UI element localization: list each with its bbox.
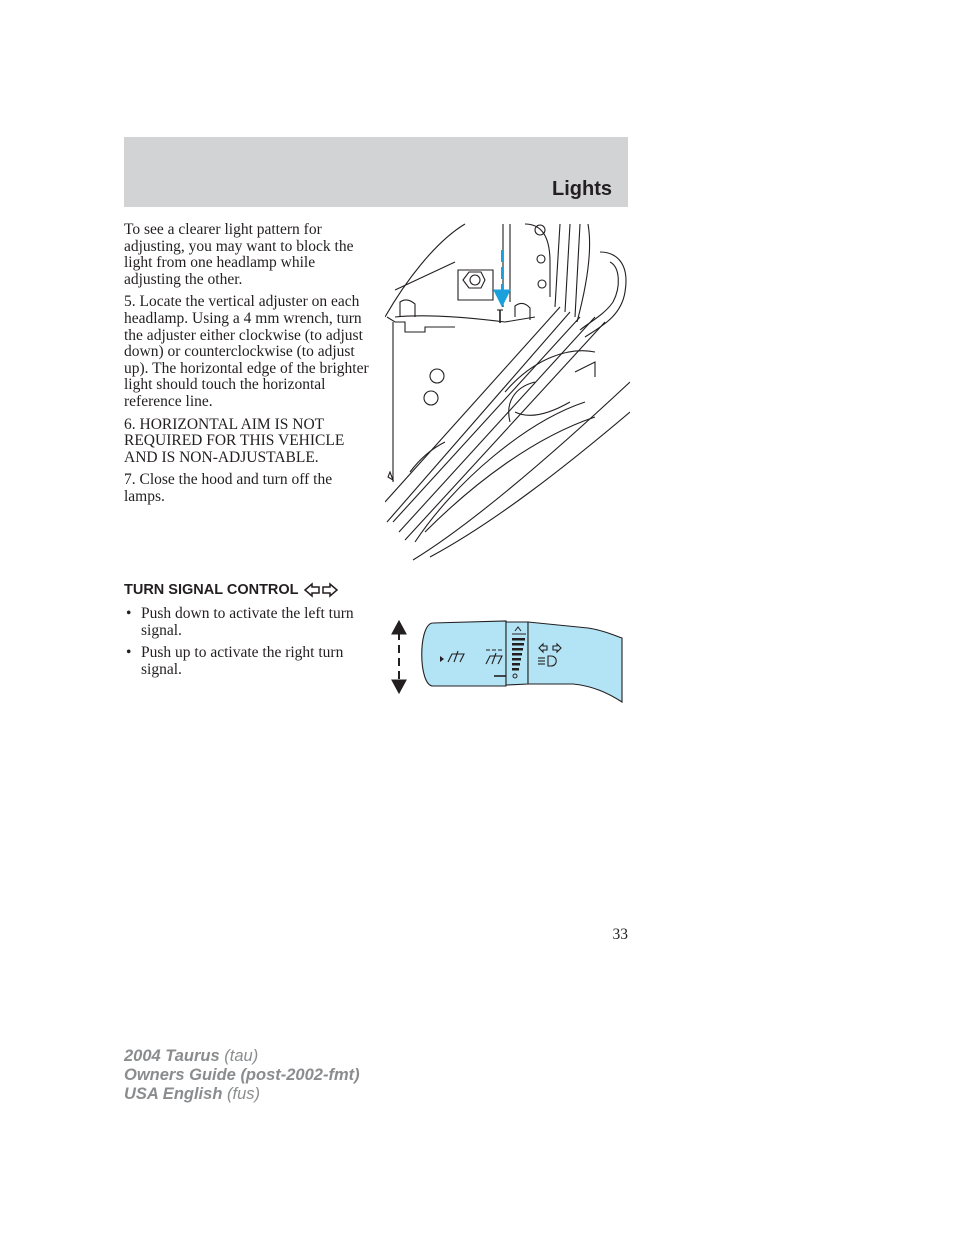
page-number: 33 [612,926,628,943]
footer-line-model [124,1047,360,1066]
footer-line-guide [124,1066,360,1085]
paragraph-step-6: 6. HORIZONTAL AIM IS NOT REQUIRED FOR THIS VEHICLE AND IS NON-ADJUSTABLE. [124,415,345,466]
footer-line-language [124,1085,360,1104]
paragraph-step-7: 7. Close the hood and turn off the lamps. [124,471,333,505]
bullet-right-signal: • Push up to activate the right turn signal. [124,645,379,678]
footer-model: 2004 Taurus [124,1047,220,1065]
instructions-text [124,222,369,512]
section-header-band [124,137,628,207]
turn-signal-arrows-icon [303,582,339,598]
footer-model-code: (tau) [224,1047,259,1065]
footer-language: USA English [124,1085,223,1103]
turn-signal-stalk-illustration [388,618,628,706]
footer-guide: Owners Guide (post-2002-fmt) [124,1066,360,1084]
paragraph-step-5: 5. Locate the vertical adjuster on each headlamp. Using a 4 mm wrench, turn the adjuster either clockwise (to adjust down) or counterclockwise (to adjust up). The horizontal edge of the brighter light should touch the horizontal reference line. [124,293,369,410]
turn-signal-instructions [124,606,379,684]
turn-signal-heading-text: TURN SIGNAL CONTROL [124,582,299,598]
turn-signal-heading [124,582,339,598]
footer-language-code: (fus) [227,1085,260,1103]
document-footer [124,1047,360,1104]
headlamp-adjuster-illustration [385,222,630,562]
section-title: Lights [552,178,612,200]
bullet-left-signal: • Push down to activate the left turn signal. [124,606,379,639]
paragraph-block-light: To see a clearer light pattern for adjusting, you may want to block the light from one headlamp while adjusting the other. [124,221,354,288]
